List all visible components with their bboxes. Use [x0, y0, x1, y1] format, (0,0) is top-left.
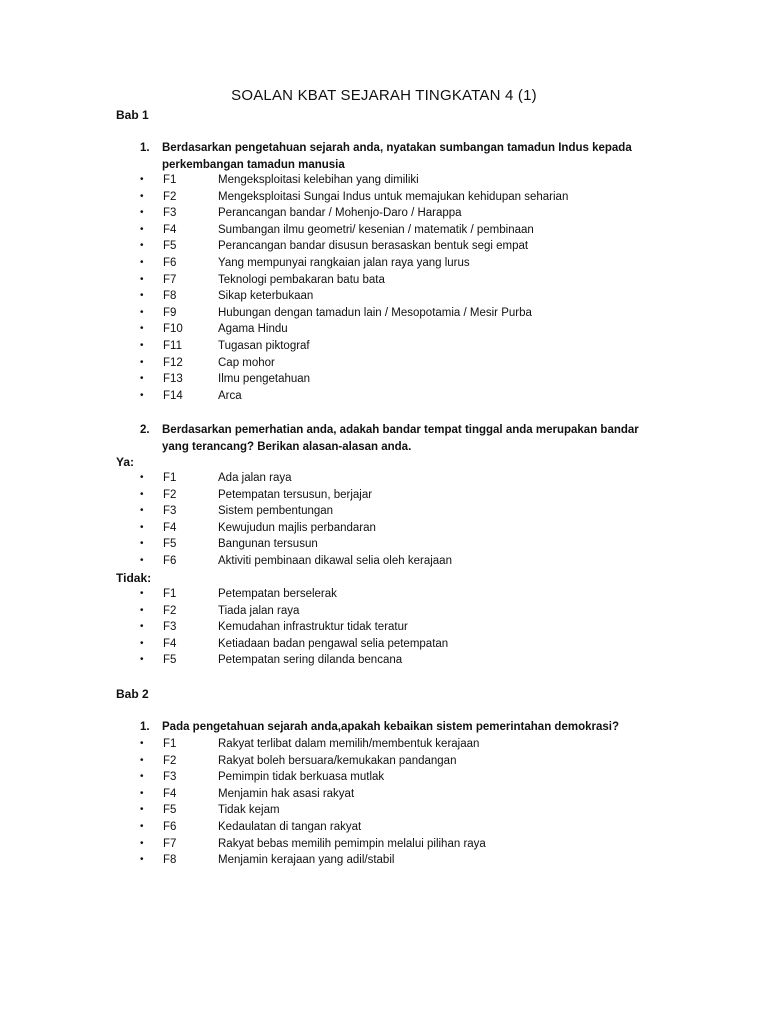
item-text: Ilmu pengetahuan	[218, 373, 311, 386]
bab1-heading: Bab 1	[116, 108, 149, 122]
item-text: Sistem pembentungan	[218, 505, 334, 518]
item-code: F3	[163, 207, 177, 220]
item-text: Petempatan tersusun, berjajar	[218, 488, 373, 501]
question-text: Pada pengetahuan sejarah anda,apakah kebaikan sistem pemerintahan demokrasi?	[162, 721, 619, 733]
item-text: Rakyat terlibat dalam memilih/membentuk kerajaan	[218, 738, 480, 750]
bullet-icon: •	[140, 521, 144, 533]
bullet-icon: •	[140, 472, 144, 483]
item-text: Kewujudun majlis perbandaran	[218, 521, 376, 534]
bullet-icon: •	[140, 340, 144, 351]
item-code: F2	[163, 604, 177, 617]
item-text: Pemimpin tidak berkuasa mutlak	[218, 771, 385, 784]
item-text: Bangunan tersusun	[218, 538, 318, 551]
item-text: Rakyat boleh bersuara/kemukakan pandangan	[218, 754, 457, 767]
item-code: F1	[163, 588, 177, 600]
item-text: Yang mempunyai rangkaian jalan raya yang lurus	[218, 257, 470, 269]
bullet-icon: •	[140, 621, 144, 633]
bullet-icon: •	[140, 804, 144, 816]
item-code: F8	[163, 854, 177, 867]
item-text: Mengeksploitasi Sungai Indus untuk memajukan kehidupan seharian	[218, 190, 569, 203]
item-code: F3	[163, 621, 177, 634]
tidak-label: Tidak:	[116, 571, 152, 585]
item-code: F10	[163, 323, 183, 336]
ya-label: Ya:	[116, 455, 135, 469]
item-text: Petempatan sering dilanda bencana	[218, 654, 403, 667]
bullet-icon: •	[140, 538, 144, 550]
item-code: F1	[163, 472, 177, 484]
bab2-heading: Bab 2	[116, 687, 149, 701]
item-code: F4	[163, 637, 177, 650]
item-text: Arca	[218, 389, 242, 402]
item-code: F7	[163, 837, 177, 850]
bullet-icon: •	[140, 588, 144, 599]
item-code: F4	[163, 521, 177, 534]
item-text: Petempatan berselerak	[218, 588, 337, 600]
bullet-icon: •	[140, 637, 144, 649]
bullet-icon: •	[140, 306, 144, 318]
item-code: F5	[163, 654, 177, 667]
item-code: F1	[163, 738, 177, 750]
item-text: Perancangan bandar disusun berasaskan bentuk segi empat	[218, 240, 529, 253]
item-text: Sikap keterbukaan	[218, 290, 314, 303]
item-code: F6	[163, 257, 177, 269]
item-code: F4	[163, 223, 177, 236]
bullet-icon: •	[140, 654, 144, 666]
document-title: SOALAN KBAT SEJARAH TINGKATAN 4 (1)	[231, 87, 537, 104]
item-text: Tugasan piktograf	[218, 340, 310, 352]
item-text: Mengeksploitasi kelebihan yang dimiliki	[218, 174, 419, 186]
bullet-icon: •	[140, 787, 144, 799]
bullet-icon: •	[140, 488, 144, 500]
question-text: Berdasarkan pengetahuan sejarah anda, nyatakan sumbangan tamadun Indus kepada perkembangan tamadun manusia	[162, 142, 632, 171]
bullet-icon: •	[140, 207, 144, 219]
item-text: Agama Hindu	[218, 323, 288, 336]
item-text: Tiada jalan raya	[218, 604, 300, 617]
bullet-icon: •	[140, 505, 144, 517]
item-code: F13	[163, 373, 183, 386]
item-text: Ada jalan raya	[218, 472, 292, 484]
item-code: F4	[163, 787, 177, 800]
bullet-icon: •	[140, 389, 144, 401]
item-text: Sumbangan ilmu geometri/ kesenian / matematik / pembinaan	[218, 223, 534, 236]
bullet-icon: •	[140, 373, 144, 385]
bullet-icon: •	[140, 223, 144, 235]
item-code: F11	[163, 340, 182, 352]
item-code: F6	[163, 555, 177, 567]
item-code: F2	[163, 488, 177, 501]
item-text: Menjamin kerajaan yang adil/stabil	[218, 854, 395, 867]
item-code: F14	[163, 389, 183, 402]
bullet-icon: •	[140, 854, 144, 866]
bullet-icon: •	[140, 174, 144, 185]
item-code: F3	[163, 505, 177, 518]
bullet-icon: •	[140, 356, 144, 368]
question-text: Berdasarkan pemerhatian anda, adakah bandar tempat tinggal anda merupakan bandar yang terancang? Berikan alasan-alasan anda.	[162, 424, 639, 453]
bullet-icon: •	[140, 290, 144, 302]
bullet-icon: •	[140, 738, 144, 749]
item-text: Tidak kejam	[218, 804, 280, 817]
bullet-icon: •	[140, 257, 144, 268]
question-number: 1.	[140, 721, 150, 733]
bullet-icon: •	[140, 555, 144, 566]
item-text: Perancangan bandar / Mohenjo-Daro / Harappa	[218, 207, 462, 220]
item-text: Aktiviti pembinaan dikawal selia oleh kerajaan	[218, 555, 452, 567]
item-text: Rakyat bebas memilih pemimpin melalui pilihan raya	[218, 837, 486, 850]
item-text: Menjamin hak asasi rakyat	[218, 787, 355, 800]
bullet-icon: •	[140, 771, 144, 783]
bullet-icon: •	[140, 273, 144, 285]
item-code: F12	[163, 356, 183, 369]
item-code: F6	[163, 821, 177, 833]
item-code: F3	[163, 771, 177, 784]
question-number: 1.	[140, 142, 150, 154]
item-code: F5	[163, 538, 177, 551]
item-code: F7	[163, 273, 177, 286]
question-number: 2.	[140, 424, 150, 436]
item-code: F1	[163, 174, 177, 186]
item-code: F5	[163, 240, 177, 253]
bullet-icon: •	[140, 240, 144, 252]
item-text: Cap mohor	[218, 356, 275, 369]
item-text: Ketiadaan badan pengawal selia petempatan	[218, 637, 449, 650]
bullet-icon: •	[140, 821, 144, 832]
item-code: F8	[163, 290, 177, 303]
item-text: Teknologi pembakaran batu bata	[218, 273, 385, 286]
item-code: F5	[163, 804, 177, 817]
bullet-icon: •	[140, 323, 144, 335]
item-text: Kemudahan infrastruktur tidak teratur	[218, 621, 408, 634]
item-code: F2	[163, 754, 177, 767]
bullet-icon: •	[140, 837, 144, 849]
bullet-icon: •	[140, 754, 144, 766]
bullet-icon: •	[140, 190, 144, 202]
item-code: F9	[163, 306, 177, 319]
item-text: Kedaulatan di tangan rakyat	[218, 821, 362, 833]
item-code: F2	[163, 190, 177, 203]
item-text: Hubungan dengan tamadun lain / Mesopotamia / Mesir Purba	[218, 306, 532, 319]
bullet-icon: •	[140, 604, 144, 616]
